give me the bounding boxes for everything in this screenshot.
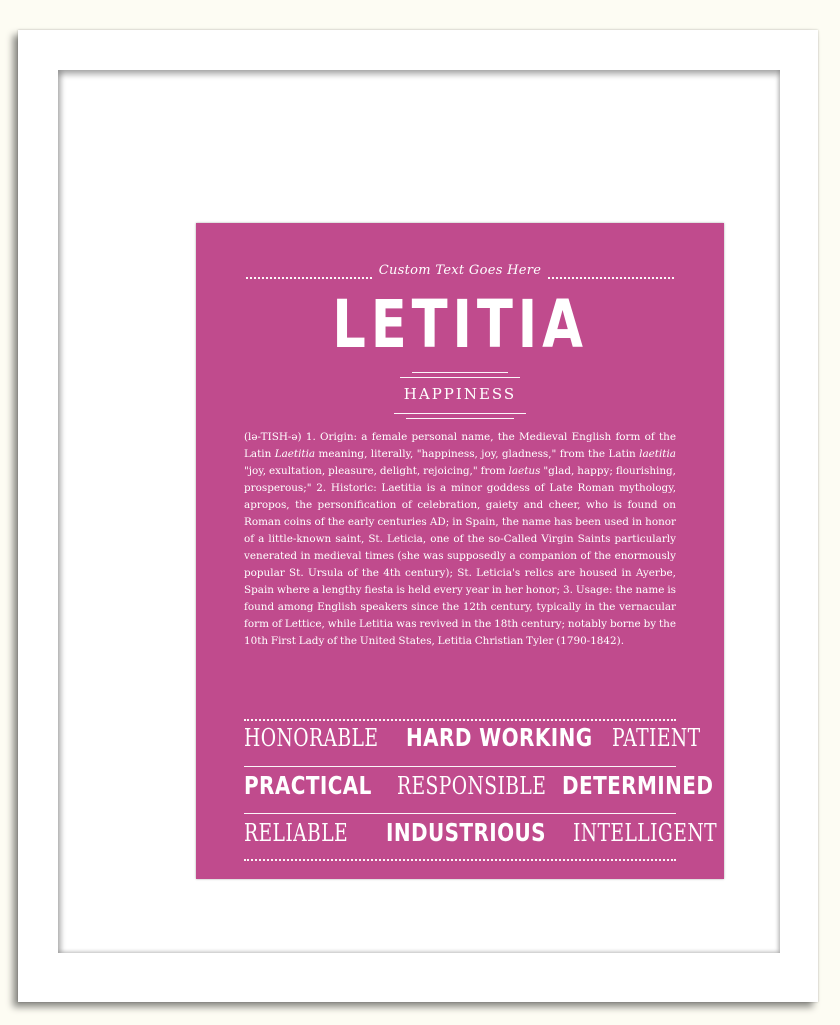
trait-row-3 [244, 818, 718, 858]
trait-divider-2 [244, 813, 676, 814]
trait-word: INDUSTRIOUS [386, 818, 547, 847]
trait-word: DETERMINED [562, 771, 714, 800]
trait-word: INTELLIGENT [573, 819, 718, 847]
trait-word: HARD WORKING [406, 723, 593, 752]
trait-word: RESPONSIBLE [397, 772, 547, 800]
name-meaning: HAPPINESS [403, 385, 517, 403]
mat-board [58, 70, 780, 953]
dotted-rule-traits-top [244, 719, 676, 721]
trait-row-2 [244, 771, 714, 811]
picture-frame [18, 30, 818, 1002]
trait-word: HONORABLE [244, 724, 379, 752]
name-definition: (lə-TISH-ə) 1. Origin: a female personal name, the Medieval English form of the Latin Laetitia meaning, literally, "happiness, joy, gladness," from the Latin laetitia "joy, exultation, pleasure, delight, rejoicing," from laetus "glad, happy; flourishing, prosperous;" 2. Historic: Laetitia is a minor goddess of Late Roman mythology, apropos, the personification of celebration, gaiety and cheer, who is found on Roman coins of the early centuries AD; in Spain, the name has been used in honor of a little-known saint, St. Leticia, one of the so-Called Virgin Saints particularly venerated in medieval times (she was supposedly a companion of the enormously popular St. Ursula of the 4th century); St. Leticia's relics are housed in Ayerbe, Spain where a lengthy fiesta is held every year in her honor; 3. Usage: the name is found among English speakers since the 12th century, typically in the vernacular form of Lettice, while Letitia was revived in the 18th century; notably borne by the 10th First Lady of the United States, Letitia Christian Tyler (1790-1842). [244, 431, 676, 647]
name-title: LETITIA [332, 286, 588, 363]
rule-below-meaning-2 [406, 418, 514, 419]
dotted-rule-traits-bottom [244, 859, 676, 861]
trait-word: PATIENT [611, 724, 701, 752]
rule-above-meaning-1 [412, 372, 508, 373]
custom-text: Custom Text Goes Here [378, 263, 542, 278]
rule-above-meaning-2 [400, 377, 520, 378]
trait-word: RELIABLE [244, 819, 349, 847]
pronunciation: (lə-TISH-ə) [244, 431, 302, 443]
rule-below-meaning-1 [394, 413, 526, 414]
name-print [196, 223, 724, 879]
dotted-rule-right [548, 277, 674, 279]
trait-row-1 [244, 723, 701, 763]
trait-word: PRACTICAL [244, 771, 372, 800]
trait-divider-1 [244, 766, 676, 767]
